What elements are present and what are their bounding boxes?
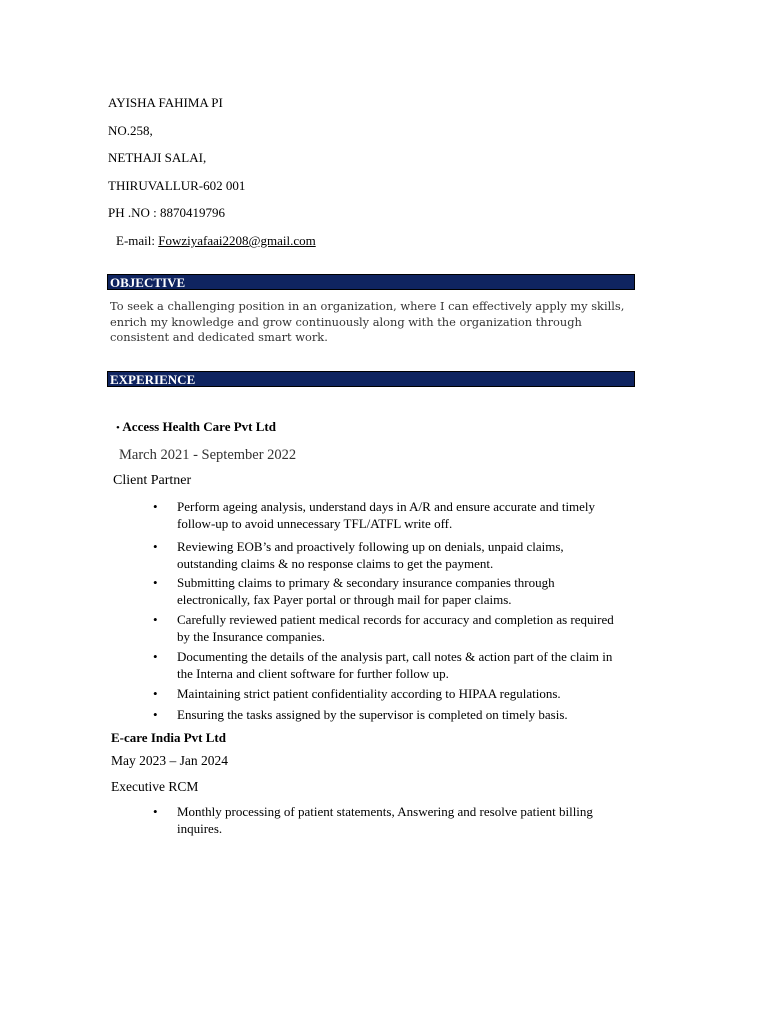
email-row <box>116 233 316 249</box>
candidate-name: AYISHA FAHIMA PI <box>108 95 223 110</box>
job-2-duties-list <box>153 804 623 837</box>
duty-text: Submitting claims to primary & secondary insurance companies through electronically, fax Payer portal or through mail for paper claims. <box>177 575 555 607</box>
duty-text: Reviewing EOB’s and proactively following up on denials, unpaid claims, outstanding claims & no response claims to get the payment. <box>177 539 564 571</box>
address-line-1: NO.258, <box>108 123 153 138</box>
duty-item <box>153 499 623 532</box>
duty-bullet: • <box>153 649 158 664</box>
duty-text: Ensuring the tasks assigned by the supervisor is completed on timely basis. <box>177 706 568 722</box>
duty-item <box>153 707 623 724</box>
company-bullet: • <box>116 422 120 434</box>
duty-item <box>153 686 623 703</box>
duty-item <box>153 612 623 645</box>
email-label: E-mail: <box>116 233 159 248</box>
job-2-role: Executive RCM <box>111 779 199 794</box>
objective-text: To seek a challenging position in an organization, where I can effectively apply my skills, enrich my knowledge and grow continuously along with the organization through consistent and dedicated smart work. <box>110 299 625 344</box>
duty-bullet: • <box>153 575 158 590</box>
duty-bullet: • <box>153 686 158 701</box>
duty-item <box>153 539 623 572</box>
duty-bullet: • <box>153 539 158 554</box>
experience-heading: EXPERIENCE <box>107 371 635 387</box>
duty-bullet: • <box>153 804 158 819</box>
duty-bullet: • <box>153 612 158 627</box>
address-line-3: THIRUVALLUR-602 001 <box>108 178 246 193</box>
job-1-dates: March 2021 - September 2022 <box>119 447 297 463</box>
duty-text: Maintaining strict patient confidentiality according to HIPAA regulations. <box>177 686 561 701</box>
duty-text: Perform ageing analysis, understand days in A/R and ensure accurate and timely follow-up to avoid unnecessary TFL/ATFL write off. <box>177 499 596 531</box>
job-1-company: Access Health Care Pvt Ltd <box>122 419 276 434</box>
duty-bullet: • <box>153 499 158 514</box>
job-1-company-row <box>116 419 276 435</box>
job-1-role: Client Partner <box>113 473 192 488</box>
job-2-dates: May 2023 – Jan 2024 <box>111 753 228 768</box>
duty-item <box>153 804 623 837</box>
duty-text: Carefully reviewed patient medical records for accuracy and completion as required by the Insurance companies. <box>177 612 614 644</box>
job-1-duties-list <box>153 499 623 723</box>
phone-number: PH .NO : 8870419796 <box>108 205 226 220</box>
job-2-company: E-care India Pvt Ltd <box>111 730 226 745</box>
duty-text: Monthly processing of patient statements, Answering and resolve patient billing inquires. <box>177 804 593 836</box>
email-link[interactable]: Fowziyafaai2208@gmail.com <box>158 233 316 248</box>
objective-heading: OBJECTIVE <box>107 274 635 290</box>
duty-bullet: • <box>153 706 158 722</box>
duty-text: Documenting the details of the analysis part, call notes & action part of the claim in the Interna and client software for further follow up. <box>177 649 613 681</box>
address-line-2: NETHAJI SALAI, <box>108 150 207 165</box>
duty-item <box>153 575 623 608</box>
duty-item <box>153 649 623 682</box>
